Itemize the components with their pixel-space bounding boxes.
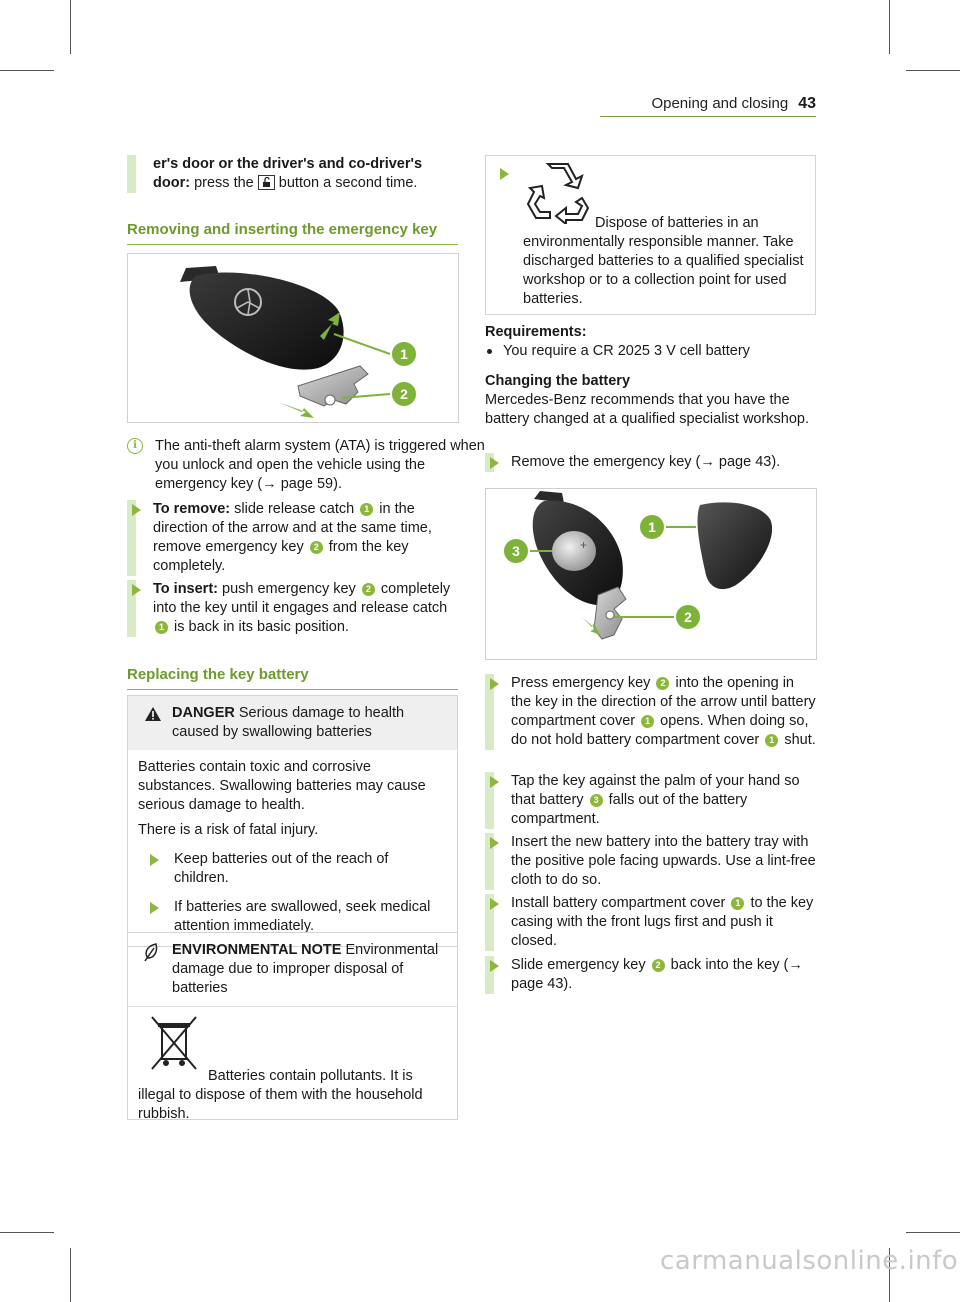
step-arrow-icon [490, 898, 499, 910]
remove-step [127, 500, 458, 576]
environment-title: Environmental damage due to improper disposal of batteries [172, 942, 439, 996]
danger-title: Serious damage to health caused by swallowing batteries [172, 705, 405, 740]
info-icon: i [127, 438, 143, 454]
remove-step-label: To remove: [153, 501, 231, 517]
insert-step-text: push emergency key [222, 581, 356, 597]
callout-1-icon: 1 [731, 897, 744, 910]
tap-key-step [485, 772, 816, 829]
environment-box-body [128, 1007, 457, 1124]
watermark: carmanualsonline.info [660, 1246, 959, 1276]
danger-label: DANGER [172, 705, 235, 721]
changing-battery-title: Changing the battery [485, 373, 631, 389]
install-step-text: to the key casing with the front lugs first and push it closed. [511, 895, 814, 949]
section-title-emergency-key: Removing and inserting the emergency key [127, 220, 458, 245]
environment-label: ENVIRONMENTAL NOTE [172, 942, 342, 958]
danger-step-text: Keep batteries out of the reach of children. [174, 851, 389, 886]
dispose-text: Dispose of batteries in an environmentally responsible manner. Take discharged batteries to a qualified specialist workshop or to a collection point for used batteries. [523, 215, 804, 307]
install-cover-step [485, 894, 816, 951]
danger-paragraph: There is a risk of fatal injury. [138, 822, 319, 838]
tap-step-text: Tap the key against the palm of your hand so that battery [511, 773, 800, 808]
danger-paragraph: Batteries contain toxic and corrosive substances. Swallowing batteries may cause serious damage to health. [138, 759, 426, 813]
danger-box [127, 695, 458, 947]
press-step-text: opens. When doing so, do not hold battery compartment cover [511, 713, 809, 748]
install-step-text: Install battery compartment cover [511, 895, 726, 911]
fig2-callout-3: 3 [512, 543, 520, 559]
step-arrow-icon [150, 902, 159, 914]
dispose-box [485, 155, 816, 315]
step-arrow-icon [150, 854, 159, 866]
step-arrow-icon [490, 678, 499, 690]
intro-step [127, 155, 458, 193]
key-removal-illustration [128, 254, 458, 422]
insert-battery-step [485, 833, 816, 890]
unlock-button-icon [258, 175, 275, 190]
page-header-title: Opening and closing [651, 95, 789, 112]
page-header [600, 94, 816, 117]
requirements-title: Requirements: [485, 324, 587, 340]
callout-2-icon: 2 [652, 959, 665, 972]
remove-key-step-text: Remove the emergency key (→ page 43). [511, 454, 781, 470]
crossed-bin-icon [144, 1013, 204, 1079]
environment-box [127, 932, 458, 1120]
slide-key-step [485, 956, 816, 994]
step-arrow-icon [490, 776, 499, 788]
step-arrow-icon [132, 584, 141, 596]
callout-1-icon: 1 [155, 621, 168, 634]
figure-battery-change [485, 488, 817, 660]
callout-2-icon: 2 [362, 583, 375, 596]
danger-step [138, 850, 447, 888]
press-step-text: Press emergency key [511, 675, 651, 691]
crop-mark [906, 1232, 960, 1233]
svg-text:+: + [580, 538, 588, 552]
slide-step-text: Slide emergency key [511, 957, 646, 973]
callout-2-icon: 2 [310, 541, 323, 554]
leaf-icon [142, 942, 160, 968]
remove-step-text: from the key completely. [153, 539, 409, 574]
warning-triangle-icon [144, 706, 162, 728]
crop-mark [0, 70, 54, 71]
insert-battery-step-text: Insert the new battery into the battery tray with the positive pole facing upwards. Use a lint-free cloth to do so. [511, 834, 816, 888]
crop-mark [889, 0, 890, 54]
insert-step-text: is back in its basic position. [174, 619, 349, 635]
insert-step [127, 580, 458, 637]
environment-box-header [128, 933, 457, 1007]
press-key-step [485, 674, 816, 750]
figure-key-removal [127, 253, 459, 423]
insert-step-label: To insert: [153, 581, 218, 597]
insert-step-text: completely into the key until it engages and release catch [153, 581, 451, 616]
info-note-text: The anti-theft alarm system (ATA) is triggered when you unlock and open the vehicle using the emergency key (→ page 59). [155, 438, 485, 492]
slide-step-text: back into the key (→ page 43). [511, 957, 803, 992]
step-arrow-icon [490, 837, 499, 849]
changing-battery-text: Mercedes-Benz recommends that you have the battery changed at a qualified specialist workshop. [485, 392, 810, 427]
section-title-key-battery: Replacing the key battery [127, 665, 458, 690]
info-note [127, 437, 486, 494]
fig1-callout-2: 2 [400, 386, 408, 402]
danger-step-text: If batteries are swallowed, seek medical attention immediately. [174, 899, 431, 934]
fig2-callout-2: 2 [684, 609, 692, 625]
press-step-text: shut. [784, 732, 816, 748]
remove-key-step [485, 453, 816, 472]
callout-1-icon: 1 [765, 734, 778, 747]
crop-mark [70, 0, 71, 54]
battery-change-illustration [486, 489, 816, 659]
step-arrow-icon [500, 168, 509, 180]
step-arrow-icon [490, 960, 499, 972]
danger-box-header [128, 696, 457, 750]
intro-step-label: er's door or the driver's and co-driver's door: [153, 156, 423, 191]
danger-box-body [128, 750, 457, 946]
callout-1-icon: 1 [360, 503, 373, 516]
intro-step-text: press the [194, 175, 254, 191]
danger-step [138, 898, 447, 936]
crop-mark [70, 1248, 71, 1302]
crop-mark [906, 70, 960, 71]
crop-mark [0, 1232, 54, 1233]
environment-text: Batteries contain pollutants. It is illegal to dispose of them with the household rubbish. [138, 1068, 423, 1122]
tap-step-text: falls out of the battery compartment. [511, 792, 748, 827]
remove-step-text: in the direction of the arrow and at the same time, remove emergency key [153, 501, 432, 555]
press-step-text: into the opening in the key in the direction of the arrow until battery compartment cover [511, 675, 816, 729]
remove-step-text: slide release catch [234, 501, 355, 517]
callout-3-icon: 3 [590, 794, 603, 807]
callout-2-icon: 2 [656, 677, 669, 690]
step-arrow-icon [490, 457, 499, 469]
page-number: 43 [798, 95, 816, 112]
requirement-item: You require a CR 2025 3 V cell battery [479, 342, 834, 361]
step-arrow-icon [132, 504, 141, 516]
intro-step-text-end: button a second time. [278, 175, 418, 191]
callout-1-icon: 1 [641, 715, 654, 728]
fig2-callout-1: 1 [648, 519, 656, 535]
fig1-callout-1: 1 [400, 346, 408, 362]
